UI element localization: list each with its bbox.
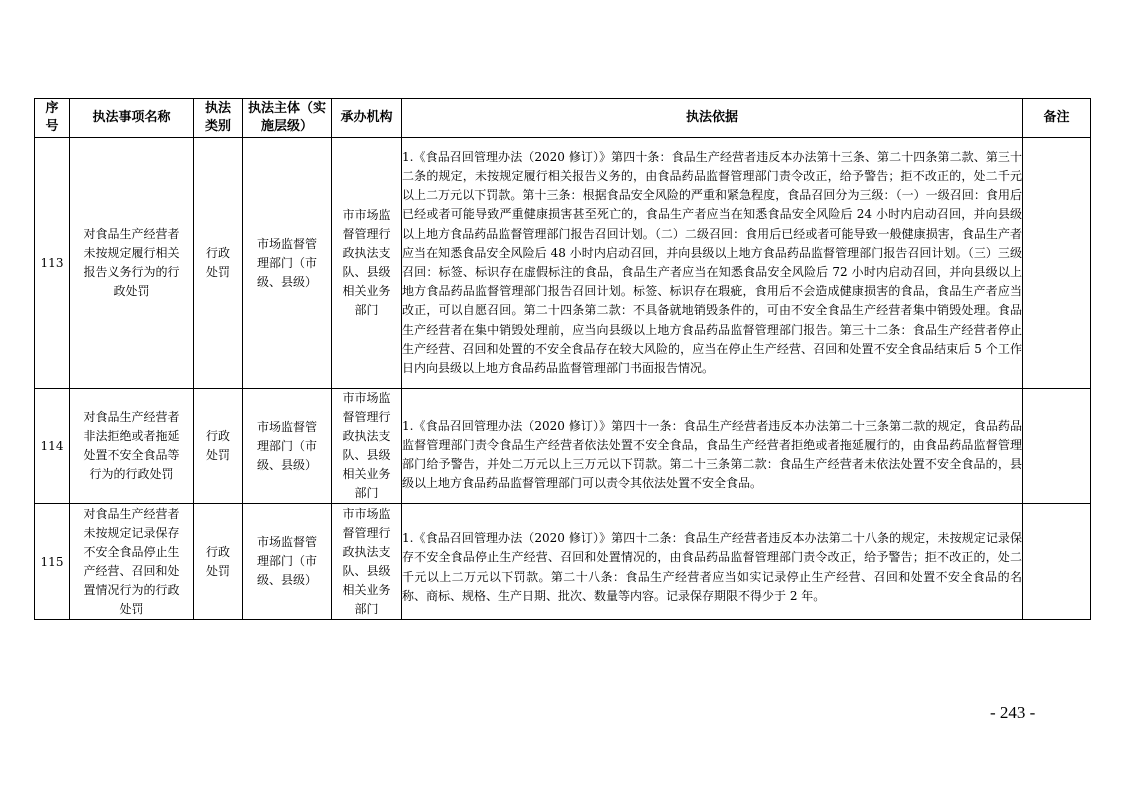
- row-basis: 1.《食品召回管理办法（2020 修订）》第四十条：食品生产经营者违反本办法第十三条、第二十四条第二款、第三十二条的规定，未按规定履行相关报告义务的，由食品药品监督管理部门责令改正，给予警告；拒不改正的，处二千元以上二万元以下罚款。第十三条：根据食品安全风险的严重和紧急程度，食品召回分为三级：（一）一级召回：食用后已经或者可能导致严重健康损害甚至死亡的，食品生产者应当在知悉食品安全风险后 24 小时内启动召回，并向县级以上地方食品药品监督管理部门报告召回计划。（二）二级召回：食用后已经或者可能导致一般健康损害，食品生产者应当在知悉食品安全风险后 48 小时内启动召回，并向县级以上地方食品药品监督管理部门报告召回计划。（三）三级召回：标签、标识存在虚假标注的食品，食品生产者应当在知悉食品安全风险后 72 小时内启动召回，并向县级以上地方食品药品监督管理部门报告召回计划。标签、标识存在瑕疵，食用后不会造成健康损害的食品，食品生产者应当改正，可以自愿召回。第二十四条第二款：不具备就地销毁条件的，可由不安全食品生产经营者集中销毁处理。食品生产经营者在集中销毁处理前，应当向县级以上地方食品药品监督管理部门报告。第三十二条：食品生产经营者停止生产经营、召回和处置的不安全食品存在较大风险的，应当在停止生产经营、召回和处置不安全食品结束后 5 个工作日内向县级以上地方食品药品监督管理部门书面报告情况。: [402, 138, 1023, 389]
- row-category: 行政处罚: [194, 504, 243, 620]
- row-category: 行政处罚: [194, 138, 243, 389]
- header-agency: 承办机构: [332, 99, 402, 138]
- header-item-name: 执法事项名称: [70, 99, 194, 138]
- row-subject: 市场监督管理部门（市级、县级）: [243, 389, 332, 504]
- header-basis: 执法依据: [402, 99, 1023, 138]
- row-seq: 115: [35, 504, 70, 620]
- row-seq: 114: [35, 389, 70, 504]
- page-number: - 243 -: [990, 703, 1036, 722]
- header-remark: 备注: [1023, 99, 1091, 138]
- header-subject: 执法主体（实施层级）: [243, 99, 332, 138]
- table-row: [35, 138, 1091, 389]
- row-agency: 市市场监督管理行政执法支队、县级相关业务部门: [332, 138, 402, 389]
- row-basis: 1.《食品召回管理办法（2020 修订）》第四十一条：食品生产经营者违反本办法第二十三条第二款的规定，食品药品监督管理部门责令食品生产经营者依法处置不安全食品，食品生产经营者拒绝或者拖延履行的，由食品药品监督管理部门给予警告，并处二万元以上三万元以下罚款。第二十三条第二款：食品生产经营者未依法处置不安全食品的，县级以上地方食品药品监督管理部门可以责令其依法处置不安全食品。: [402, 389, 1023, 504]
- row-category: 行政处罚: [194, 389, 243, 504]
- row-basis: 1.《食品召回管理办法（2020 修订）》第四十二条：食品生产经营者违反本办法第二十八条的规定，未按规定记录保存不安全食品停止生产经营、召回和处置情况的，由食品药品监督管理部门责令改正，给予警告；拒不改正的，处二千元以上二万元以下罚款。第二十八条：食品生产经营者应当如实记录停止生产经营、召回和处置不安全食品的名称、商标、规格、生产日期、批次、数量等内容。记录保存期限不得少于 2 年。: [402, 504, 1023, 620]
- row-remark: [1023, 504, 1091, 620]
- table-row: [35, 389, 1091, 504]
- row-subject: 市场监督管理部门（市级、县级）: [243, 138, 332, 389]
- row-seq: 113: [35, 138, 70, 389]
- row-agency: 市市场监督管理行政执法支队、县级相关业务部门: [332, 389, 402, 504]
- row-item-name: 对食品生产经营者未按规定履行相关报告义务行为的行政处罚: [70, 138, 194, 389]
- enforcement-table: [34, 98, 1091, 620]
- row-item-name: 对食品生产经营者非法拒绝或者拖延处置不安全食品等行为的行政处罚: [70, 389, 194, 504]
- row-item-name: 对食品生产经营者未按规定记录保存不安全食品停止生产经营、召回和处置情况行为的行政处罚: [70, 504, 194, 620]
- table-header-row: [35, 99, 1091, 138]
- row-subject: 市场监督管理部门（市级、县级）: [243, 504, 332, 620]
- row-agency: 市市场监督管理行政执法支队、县级相关业务部门: [332, 504, 402, 620]
- table-row: [35, 504, 1091, 620]
- header-category: 执法类别: [194, 99, 243, 138]
- row-remark: [1023, 389, 1091, 504]
- row-remark: [1023, 138, 1091, 389]
- header-seq: 序号: [35, 99, 70, 138]
